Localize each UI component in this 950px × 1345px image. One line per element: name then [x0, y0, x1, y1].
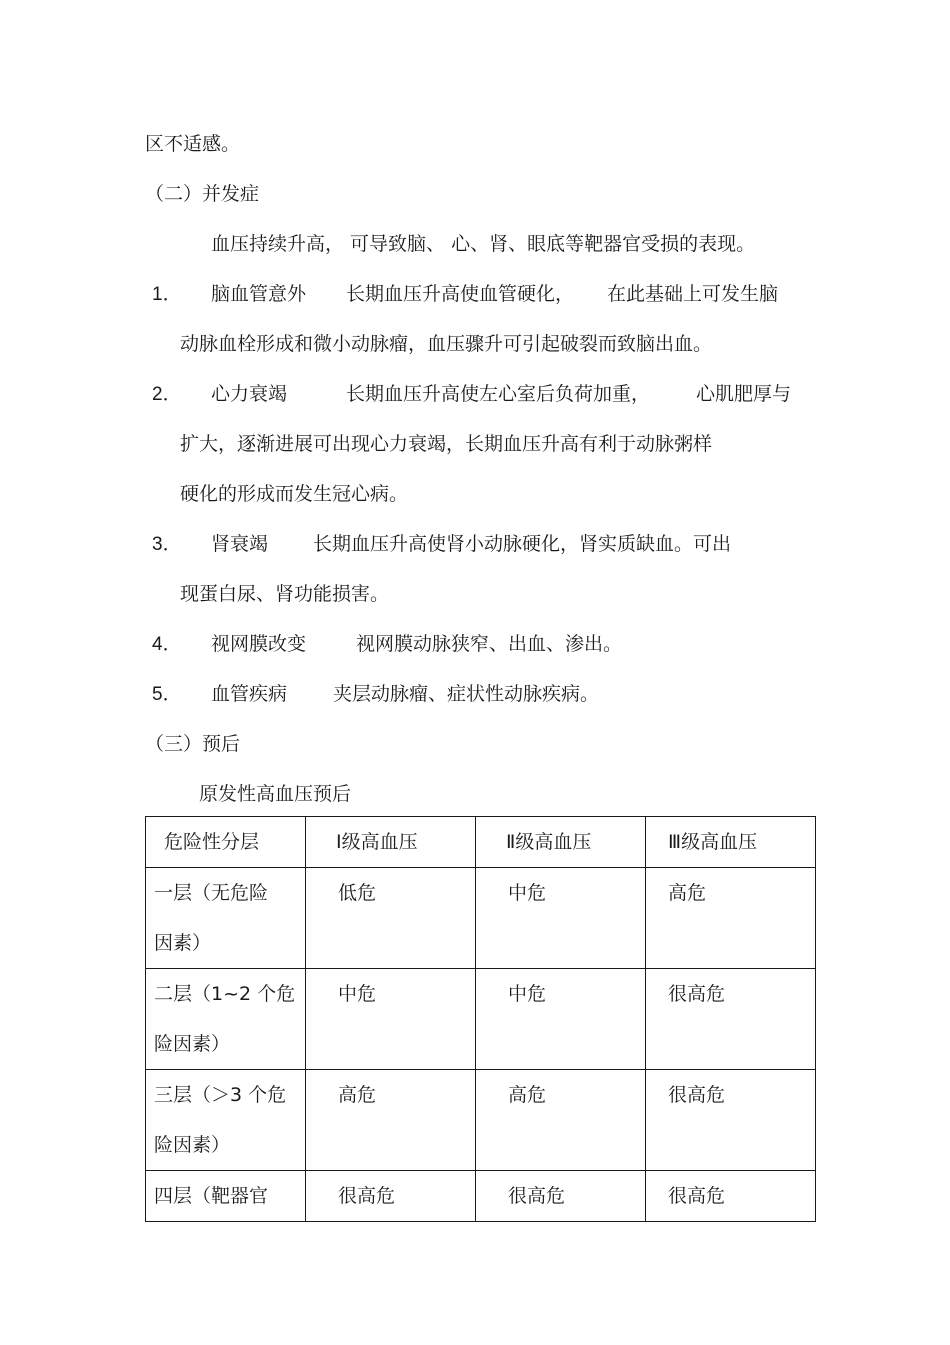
risk-layer-cell: 三层（＞3 个危 险因素）	[146, 1070, 306, 1171]
item-text: 视网膜动脉狭窄、出血、渗出。	[356, 633, 623, 655]
item-text: 在此基础上可发生脑	[607, 283, 779, 305]
grade3-cell: 很高危	[646, 1171, 816, 1222]
table-caption: 原发性高血压预后	[199, 783, 352, 805]
risk-layer-cell: 一层（无危险 因素）	[146, 868, 306, 969]
item-title: 脑血管意外	[211, 283, 307, 305]
table-row	[146, 868, 816, 969]
item-text: 心肌肥厚与	[696, 383, 792, 405]
grade3-cell: 很高危	[646, 1070, 816, 1171]
risk-layer-cell: 二层（1~2 个危 险因素）	[146, 969, 306, 1070]
grade2-cell: 中危	[476, 868, 646, 969]
grade3-cell: 高危	[646, 868, 816, 969]
section-heading-complications: （二）并发症	[145, 183, 260, 205]
item-title: 肾衰竭	[211, 533, 269, 555]
complications-intro: 血压持续升高， 可导致脑、 心、肾、眼底等靶器官受损的表现。	[211, 233, 756, 255]
item-number: 2．	[152, 384, 182, 405]
table-row	[146, 1070, 816, 1171]
grade1-cell: 低危	[306, 868, 476, 969]
paragraph-tail: 区不适感。	[145, 133, 241, 155]
item-text: 动脉血栓形成和微小动脉瘤，血压骤升可引起破裂而致脑出血。	[180, 333, 713, 355]
grade2-cell: 高危	[476, 1070, 646, 1171]
item-title: 视网膜改变	[211, 633, 307, 655]
header-cell: Ⅱ级高血压	[476, 817, 646, 868]
header-cell: 危险性分层	[146, 817, 306, 868]
item-number: 3．	[152, 534, 182, 555]
risk-layer-cell: 四层（靶器官	[146, 1171, 306, 1222]
prognosis-table	[145, 816, 816, 1222]
item-text: 长期血压升高使肾小动脉硬化，肾实质缺血。可出	[313, 533, 732, 555]
grade1-cell: 高危	[306, 1070, 476, 1171]
item-text: 扩大，逐渐进展可出现心力衰竭，长期血压升高有利于动脉粥样	[180, 433, 713, 455]
grade2-cell: 很高危	[476, 1171, 646, 1222]
item-text: 长期血压升高使血管硬化，	[346, 283, 575, 305]
item-number: 1．	[152, 284, 182, 305]
grade1-cell: 很高危	[306, 1171, 476, 1222]
item-text: 夹层动脉瘤、症状性动脉疾病。	[333, 683, 600, 705]
item-number: 5．	[152, 684, 182, 705]
grade3-cell: 很高危	[646, 969, 816, 1070]
header-cell: Ⅲ级高血压	[646, 817, 816, 868]
item-number: 4．	[152, 634, 182, 655]
table-row	[146, 969, 816, 1070]
section-heading-prognosis: （三）预后	[145, 733, 241, 755]
grade1-cell: 中危	[306, 969, 476, 1070]
grade2-cell: 中危	[476, 969, 646, 1070]
table-header-row	[146, 817, 816, 868]
item-title: 血管疾病	[211, 683, 288, 705]
item-text: 硬化的形成而发生冠心病。	[180, 483, 409, 505]
table-row	[146, 1171, 816, 1222]
item-text: 长期血压升高使左心室后负荷加重，	[346, 383, 651, 405]
item-title: 心力衰竭	[211, 383, 288, 405]
item-text: 现蛋白尿、肾功能损害。	[180, 583, 390, 605]
header-cell: Ⅰ级高血压	[306, 817, 476, 868]
